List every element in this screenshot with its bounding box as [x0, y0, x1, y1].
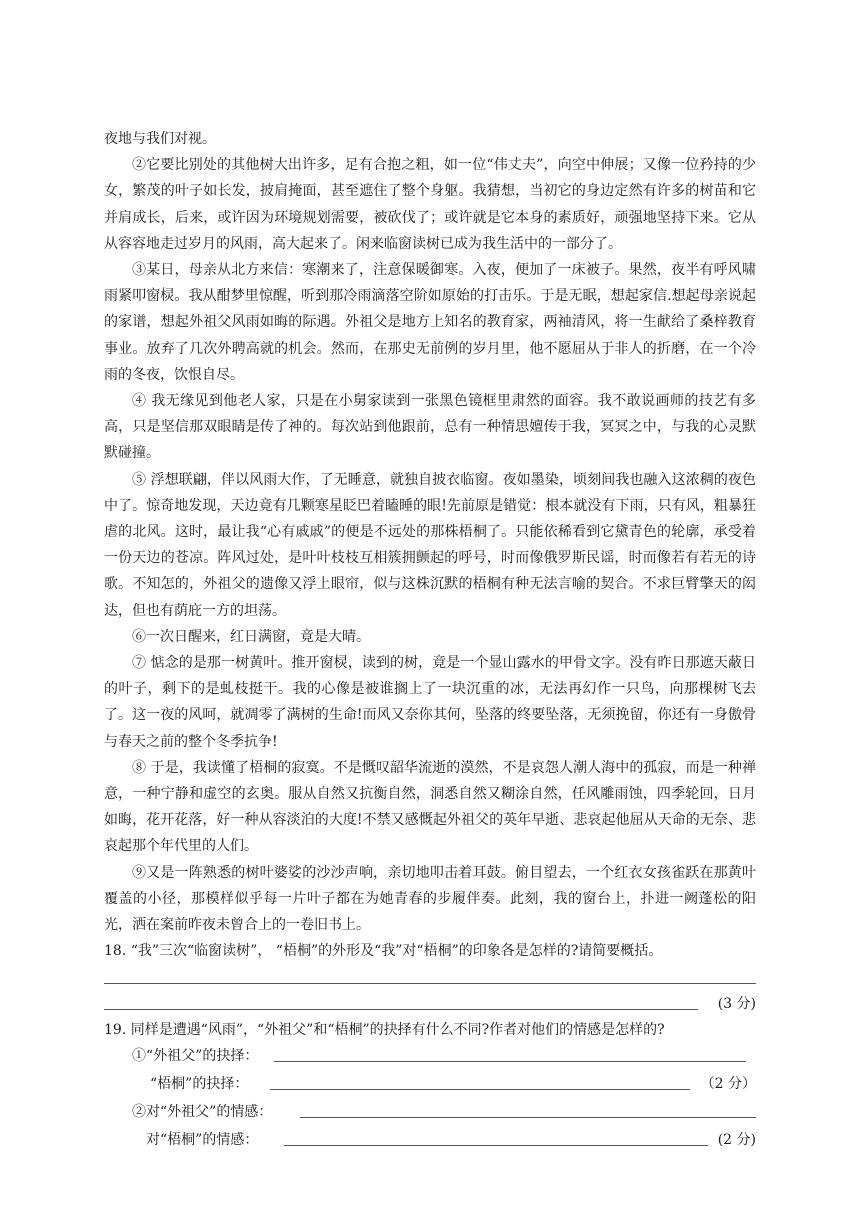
label-19-1b: “梧桐”的抉择： — [150, 1075, 249, 1092]
paragraph-6: ⑥一次日醒来，红日满窗，竟是大晴。 — [132, 628, 370, 645]
paragraph-4: ④ 我无缘见到他老人家，只是在小舅家读到一张黑色镜框里肃然的面容。我不敢说画师的技艺有多高，只是坚信那双眼睛是传了神的。每次站到他跟前，总有一种情思嬗传于我，冥冥之中，与我的心灵默默碰撞。 — [104, 393, 756, 462]
answer-19-1b[interactable] — [104, 1071, 756, 1099]
label-19-2b: 对“梧桐”的情感： — [146, 1131, 259, 1148]
paragraph-2: ②它要比别处的其他树大出许多，足有合抱之粗，如一位“伟丈夫”，向空中伸展；又像一位矜持的少女，繁茂的叶子如长发，披肩掩面，甚至遮住了整个身躯。我猜想，当初它的身边定然有许多的树苗和它并肩成长，后来，或许因为环境规划需要，被砍伐了；或许就是它本身的素质好，顽强地坚持下来。它从从容容地走过岁月的风雨，高大起来了。闲来临窗读树已成为我生活中的一部分了。 — [104, 157, 756, 252]
paragraph-7: ⑦ 惦念的是那一树黄叶。推开窗棂，读到的树，竟是一个显山露水的甲骨文字。没有昨日那遮天蔽日的叶子，剩下的是虬枝挺干。我的心像是被谁搁上了一块沉重的冰，无法再幻作一只鸟，向那棵树飞去了。这一夜的风呵，就凋零了满树的生命!而风又奈你其何，坠落的终要坠落，无须挽留，你还有一身傲骨与春天之前的整个冬季抗争! — [104, 655, 756, 750]
score-19-1: （2 分） — [700, 1075, 756, 1092]
answer-19-2a[interactable] — [104, 1099, 756, 1127]
score-19-2: (2 分) — [717, 1131, 756, 1148]
answer-19-1a[interactable] — [104, 1043, 756, 1071]
paragraph-9: ⑨又是一阵熟悉的树叶婆娑的沙沙声响，亲切地叩击着耳鼓。俯目望去，一个红衣女孩雀跃在那黄叶覆盖的小径，那模样似乎每一片叶子都在为她青春的步履伴奏。此刻，我的窗台上，扑进一阙蓬松的阳光，洒在案前昨夜未曾合上的一卷旧书上。 — [104, 864, 756, 934]
passage-block — [104, 126, 756, 1155]
answer-19-2b[interactable] — [104, 1127, 756, 1155]
paragraph-8: ⑧ 于是，我读懂了梧桐的寂寞。不是慨叹韶华流逝的漠然，不是哀怨人潮人海中的孤寂，而是一种禅意，一种宁静和虚空的玄奥。服从自然又抗衡自然，洞悉自然又糊涂自然，任风雕雨蚀，四季轮回，日月如晦，花开花落，好一种从容淡泊的大度!不禁又感慨起外祖父的英年早逝、悲哀起他屈从天命的无奈、悲哀起那个年代里的人们。 — [104, 759, 756, 855]
paragraph-3: ③某日，母亲从北方来信：寒潮来了，注意保暖御寒。入夜，便加了一床被子。果然，夜半有呼风啸雨紧叩窗棂。我从酣梦里惊醒，听到那冷雨滴落空阶如原始的打击乐。于是无眠，想起家信.想起母亲说起的家谱，想起外祖父风雨如晦的际遇。外祖父是地方上知名的教育家，两袖清风，将一生献给了桑梓教育事业。放弃了几次外聘高就的机会。然而，在那史无前例的岁月里，他不愿屈从于非人的折磨，在一个冷雨的冬夜，饮恨自尽。 — [104, 262, 756, 383]
label-19-1a: ①“外祖父”的抉择： — [132, 1047, 259, 1064]
question-19: 19. 同样是遭遇“风雨”，“外祖父”和“梧桐”的抉择有什么不同?作者对他们的情感是怎样的? — [104, 1021, 665, 1038]
paragraph-5: ⑤ 浮想联翩，伴以风雨大作，了无睡意，就独自披衣临窗。夜如墨染，顷刻间我也融入这浓稠的夜色中了。惊奇地发现，天边竟有几颗寒星眨巴着瞌睡的眼!先前原是错觉：根本就没有下雨，只有风，粗暴狂虐的北风。这时，最让我“心有戚戚”的便是不远处的那株梧桐了。只能依稀看到它黛青色的轮廓，承受着一份天边的苍凉。阵风过处，是叶叶枝枝互相簇拥颤起的呼号，时而像俄罗斯民谣，时而像若有若无的诗歌。不知怎的，外祖父的遗像又浮上眼帘，似与这株沉默的梧桐有种无法言喻的契合。不求巨臂擎天的闳达，但也有荫庇一方的坦荡。 — [104, 471, 756, 619]
answer-line-18a[interactable] — [104, 965, 756, 991]
question-18: 18. “我”三次“临窗读树”， “梧桐”的外形及“我”对“梧桐”的印象各是怎样的?请简要概括。 — [104, 943, 663, 960]
score-18: (3 分) — [717, 995, 756, 1012]
label-19-2a: ②对“外祖父”的情感： — [132, 1103, 273, 1120]
answer-line-18b[interactable] — [104, 991, 756, 1017]
paragraph-1-tail: 夜地与我们对视。 — [104, 131, 216, 147]
